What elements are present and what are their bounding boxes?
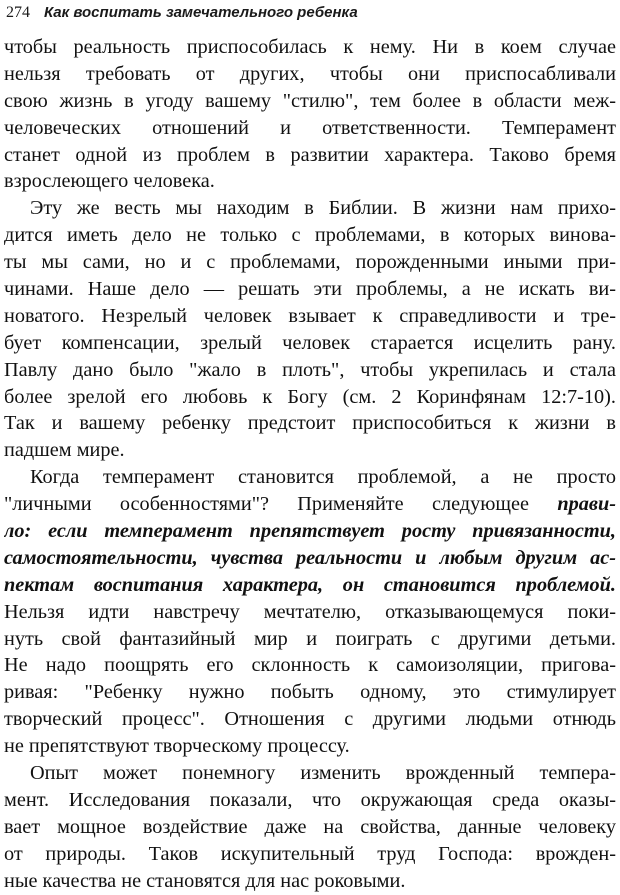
text-segment: станет одной из проблем в развитии характера. Таково бремя <box>4 143 616 166</box>
text-line <box>4 841 616 868</box>
text-line <box>4 276 616 303</box>
text-line <box>4 357 616 384</box>
text-line <box>4 706 616 733</box>
text-line <box>4 518 616 545</box>
text-line <box>4 545 616 572</box>
running-title: Как воспитать замечательного ребенка <box>44 4 358 21</box>
text-line <box>4 330 616 357</box>
text-line <box>4 491 616 518</box>
emphasized-text: пектам воспитания характера, он становится проблемой. <box>4 573 616 596</box>
text-segment: ты мы сами, но и с проблемами, порожденными иными при- <box>4 251 616 274</box>
emphasized-text: самостоятельности, чувства реальности и любым другим ас- <box>4 546 616 569</box>
text-line <box>4 733 616 760</box>
text-segment: более зрелой его любовь к Богу (см. 2 Коринфянам 12:7-10). <box>4 385 616 408</box>
text-segment: чтобы реальность приспособилась к нему. Ни в коем случае <box>4 36 616 58</box>
text-segment: свою жизнь в угоду вашему "стилю", тем более в области меж- <box>4 89 616 112</box>
text-line <box>4 626 616 653</box>
running-header <box>6 4 358 26</box>
text-segment: Нельзя идти навстречу мечтателю, отказывающемуся поки- <box>4 600 616 623</box>
text-segment: человеческих отношений и ответственности. Темперамент <box>4 116 616 139</box>
emphasized-text: ло: если темперамент препятствует росту привязанности, <box>4 520 616 543</box>
text-line <box>4 868 616 895</box>
text-line <box>4 787 616 814</box>
text-segment: нельзя требовать от других, чтобы они приспосабливали <box>4 62 616 85</box>
text-line <box>4 142 616 169</box>
body-text <box>4 34 616 895</box>
text-line <box>4 599 616 626</box>
text-segment: Опыт может понемногу изменить врожденный темпера- <box>30 762 616 785</box>
text-segment: вает мощное воздействие даже на свойства, данные человеку <box>4 815 616 838</box>
text-segment: падшем мире. <box>4 439 125 462</box>
text-segment: Так и вашему ребенку предстоит приспособиться к жизни в <box>4 412 616 435</box>
text-line <box>4 679 616 706</box>
text-line <box>4 61 616 88</box>
text-segment: Павлу дано было "жало в плоть", чтобы укрепилась и стала <box>4 358 616 381</box>
text-segment: мент. Исследования показали, что окружающая среда оказы- <box>4 788 616 811</box>
text-segment: от природы. Таков искупительный труд Господа: врожден- <box>4 842 616 865</box>
text-line <box>4 168 616 195</box>
text-line <box>4 814 616 841</box>
text-segment: "личными особенностями"? Применяйте следующее <box>4 493 558 516</box>
text-segment: Когда темперамент становится проблемой, а не просто <box>30 466 616 489</box>
text-segment: новатого. Незрелый человек взывает к справедливости и тре- <box>4 304 616 327</box>
text-segment: бует компенсации, зрелый человек старается исцелить рану. <box>4 331 616 354</box>
text-segment: творческий процесс". Отношения с другими людьми отнюдь <box>4 708 616 731</box>
text-line <box>4 410 616 437</box>
text-line <box>4 115 616 142</box>
text-segment: ные качества не становятся для нас роковыми. <box>4 869 406 892</box>
text-line <box>4 249 616 276</box>
text-line <box>4 437 616 464</box>
text-segment: нуть свой фантазийный мир и поиграть с другими детьми. <box>4 627 616 650</box>
text-line <box>4 652 616 679</box>
text-segment: Эту же весть мы находим в Библии. В жизни нам прихо- <box>30 197 616 220</box>
text-segment: ривая: "Ребенку нужно побыть одному, это стимулирует <box>4 681 616 704</box>
text-line <box>4 195 616 222</box>
text-line <box>4 222 616 249</box>
text-line <box>4 464 616 491</box>
text-line <box>4 88 616 115</box>
page-number: 274 <box>6 4 30 21</box>
text-line <box>4 34 616 61</box>
text-segment: не препятствуют творческому процессу. <box>4 735 350 758</box>
text-line <box>4 384 616 411</box>
text-line <box>4 303 616 330</box>
text-segment: взрослеющего человека. <box>4 170 215 193</box>
text-line <box>4 572 616 599</box>
text-segment: чинами. Наше дело — решать эти проблемы, а не искать ви- <box>4 278 616 301</box>
emphasized-text: прави- <box>557 493 616 516</box>
text-segment: Не надо поощрять его склонность к самоизоляции, пригова- <box>4 654 616 677</box>
text-segment: дится иметь дело не только с проблемами, в которых винова- <box>4 224 616 247</box>
text-line <box>4 760 616 787</box>
